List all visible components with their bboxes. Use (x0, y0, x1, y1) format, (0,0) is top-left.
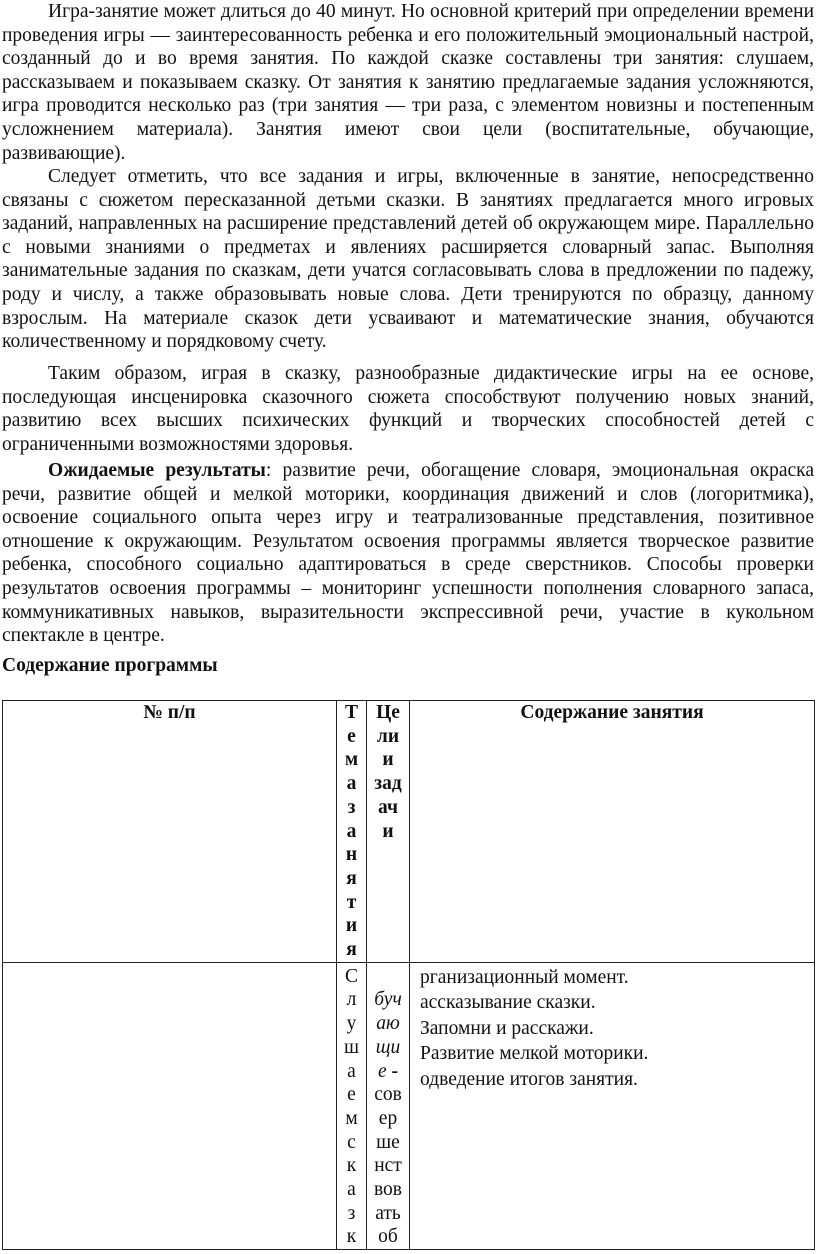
row1-goals-line: сов (374, 1084, 402, 1106)
header-num (3, 701, 337, 963)
header-content (410, 701, 815, 963)
row1-goals-line: об (378, 1226, 398, 1248)
row1-content-item: рганизационный момент. (420, 966, 629, 988)
row1-num (3, 962, 337, 1249)
section-heading: Содержание программы (2, 655, 218, 676)
row1-goals (367, 962, 410, 1249)
table-row (3, 962, 815, 1249)
header-topic-letter: т (346, 891, 357, 913)
row1-topic-letter: с (347, 1131, 356, 1153)
header-goals-line: зад (374, 773, 402, 795)
paragraph-1-text: Игра-занятие может длиться до 40 минут. Но основной критерий при определении времени проведения игры — заинтересованность ребенка и его положительный эмоциональный настрой, созданный до и во время занятия. По каждой сказке составлены три занятия: слушаем, рассказываем и показываем сказку. От занятия к занятию предлагаемые задания усложняются, игра проводится несколько раз (три занятия — три раза, с элементом новизны и постепенным усложнением материала). Занятия имеют свои цели (воспитательные, обучающие, развивающие). (2, 1, 814, 164)
header-topic-letter: и (345, 915, 358, 937)
paragraph-3 (2, 362, 814, 456)
row1-goals-italic-line: буч (374, 989, 402, 1011)
row1-goals-lines (367, 963, 409, 1249)
row1-topic-letter: а (347, 1179, 356, 1201)
row1-topic-letter: а (347, 1060, 356, 1082)
row1-goals-line: нст (374, 1155, 402, 1177)
header-goals-line: ач (378, 796, 398, 818)
row1-content (410, 962, 815, 1249)
row1-goals-italic-line: щи (375, 1036, 401, 1058)
row1-topic-letters (337, 963, 366, 1249)
header-goals-line: и (382, 749, 394, 771)
row1-goals-italic-line: аю (376, 1013, 400, 1035)
row1-content-item: одведение итогов занятия. (420, 1068, 638, 1090)
table-header-row (3, 701, 815, 963)
row1-topic-letter: у (346, 1013, 357, 1035)
row1-topic-letter: ш (343, 1036, 359, 1058)
row1-goals-italic-word: е (377, 1060, 387, 1082)
header-topic-letter: Т (344, 702, 358, 723)
row1-content-item: Развитие мелкой моторики. (420, 1043, 649, 1065)
header-topic-letter: а (346, 773, 357, 795)
header-goals-line: и (382, 820, 394, 842)
row1-content-item: Запомни и расскажи. (420, 1017, 594, 1039)
row1-goals-line: ер (378, 1107, 398, 1129)
paragraph-2 (2, 165, 814, 354)
row1-topic-letter: е (347, 1084, 356, 1106)
row1-goals-line: ать (375, 1202, 401, 1224)
header-topic-letter: а (346, 820, 357, 842)
header-topic-letter: я (346, 939, 357, 961)
header-topic (337, 701, 367, 963)
program-table (2, 700, 815, 1250)
header-content-text: Содержание занятия (520, 702, 704, 723)
header-goals-line: ли (376, 725, 400, 747)
row1-topic-letter: л (346, 989, 357, 1011)
header-num-text: № п/п (143, 702, 196, 723)
header-topic-letters (337, 701, 366, 962)
row1-topic-letter: м (345, 1107, 358, 1129)
row1-goals-italic-line (367, 965, 409, 989)
header-topic-letter: я (346, 867, 357, 889)
row1-topic-letter: С (344, 965, 358, 987)
header-topic-letter: м (344, 749, 359, 771)
header-topic-letter: н (345, 844, 358, 866)
row1-content-list (410, 963, 814, 1093)
row1-content-item: ассказывание сказки. (420, 992, 596, 1014)
paragraph-4-text: : развитие речи, обогащение словаря, эмоциональная окраска речи, развитие общей и мелкой моторики, координация движений и слов (логоритмика), освоение социального опыта через игру и театрализованные представления, позитивное отношение к окружающим. Результатом освоения программы является творческое развитие ребенка, способного социально адаптироваться в среде сверстников. Способы проверки результатов освоения программы – мониторинг успешности пополнения словарного запаса, коммуникативных навыков, выразительности экспрессивной речи, участие в кукольном спектакле в центре. (2, 460, 814, 647)
row1-topic (337, 962, 367, 1249)
header-goals (367, 701, 410, 963)
paragraph-4 (2, 459, 814, 648)
expected-results-label: Ожидаемые результаты (48, 460, 266, 481)
header-goals-lines (367, 701, 409, 843)
row1-goals-dash: - (386, 1060, 399, 1082)
paragraph-3-text: Таким образом, играя в сказку, разнообразные дидактические игры на ее основе, последующая инсценировка сказочного сюжета способствуют получению новых знаний, развитию всех высших психических функций и творческих способностей детей с ограниченными возможностями здоровья. (2, 363, 814, 455)
row1-goals-line: ше (376, 1131, 400, 1153)
header-goals-line: Це (376, 702, 400, 723)
row1-goals-line: вов (373, 1179, 403, 1201)
row1-topic-letter: к (346, 1226, 357, 1248)
header-topic-letter: е (347, 725, 356, 747)
row1-topic-letter: з (347, 1202, 356, 1224)
paragraph-1 (2, 0, 814, 165)
row1-topic-letter: к (346, 1155, 357, 1177)
row1-goals-italic-line (367, 1060, 409, 1084)
paragraph-2-text: Следует отметить, что все задания и игры, включенные в занятие, непосредственно связаны с сюжетом пересказанной детьми сказки. В занятиях предлагается много игровых заданий, направленных на расширение представлений детей об окружающем мире. Параллельно с новыми знаниями о предметах и явлениях расширяется словарный запас. Выполняя занимательные задания по сказкам, дети учатся согласовывать слова в предложении по падежу, роду и числу, а также образовывать новые слова. Дети тренируются по образцу, данному взрослым. На материале сказок дети усваивают и математические знания, обучаются количественному и порядковому счету. (2, 166, 814, 353)
header-topic-letter: з (347, 796, 356, 818)
